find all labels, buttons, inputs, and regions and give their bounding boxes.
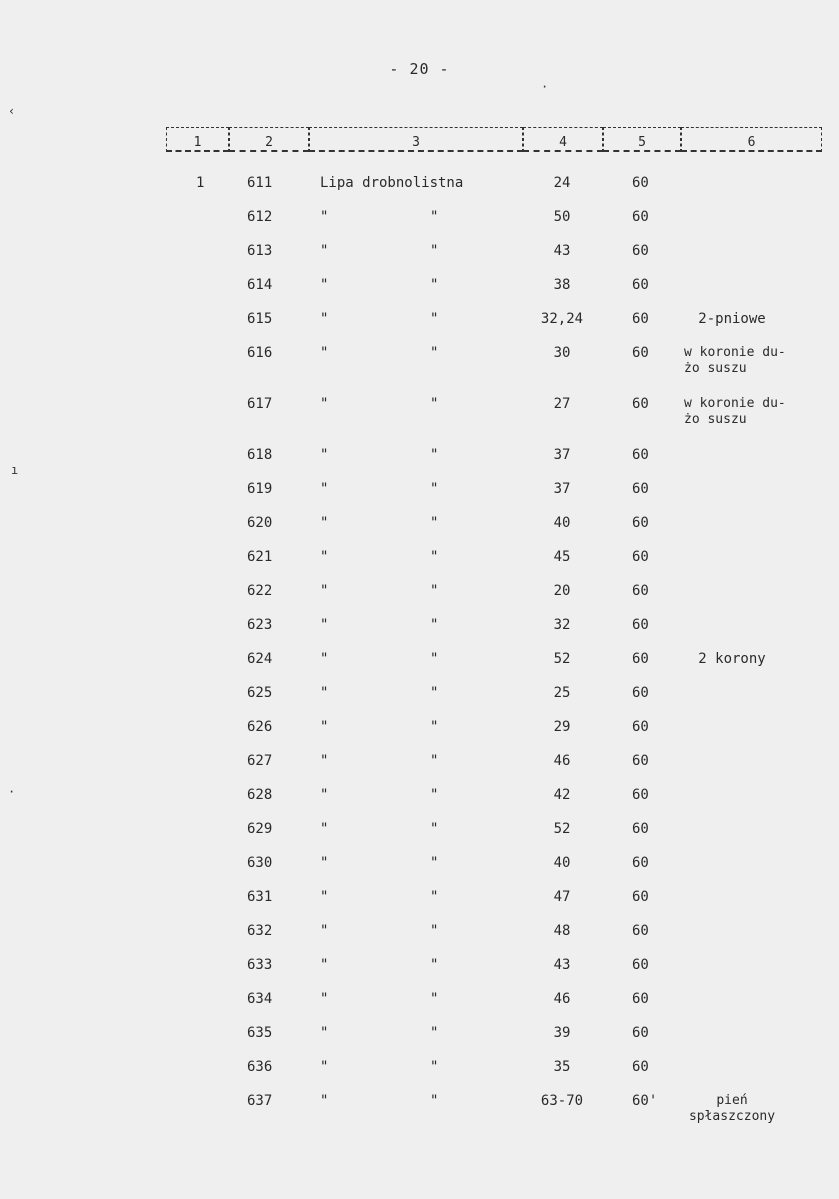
table-row [0, 345, 839, 375]
row-species-ditto: " [430, 617, 439, 633]
scan-mark: · [541, 80, 549, 94]
row-species: " [320, 243, 329, 259]
remark-line-1: pień [716, 1093, 748, 1108]
row-species-ditto: " [430, 277, 439, 293]
table-row [0, 991, 839, 1021]
row-species-ditto: " [430, 787, 439, 803]
header-col-3: 3 [309, 127, 523, 152]
row-species-ditto: " [430, 481, 439, 497]
header-col-6: 6 [681, 127, 822, 152]
table-row [0, 1025, 839, 1055]
remark-line-2: spłaszczony [688, 1109, 776, 1124]
row-species: " [320, 821, 329, 837]
row-species: " [320, 753, 329, 769]
row-col-5: 60 [632, 651, 649, 667]
row-circumference: 47 [553, 889, 571, 905]
row-species: " [320, 447, 329, 463]
row-species: " [320, 209, 329, 225]
table-row [0, 447, 839, 477]
table-row [0, 277, 839, 307]
row-species: " [320, 481, 329, 497]
row-tree-number: 628 [247, 787, 273, 803]
row-col-5: 60 [632, 787, 649, 803]
row-col-5: 60 [632, 447, 649, 463]
row-species: " [320, 1093, 329, 1109]
header-col-1: 1 [166, 127, 229, 152]
row-col-5: 60 [632, 1025, 649, 1041]
table-row [0, 1059, 839, 1089]
row-circumference: 20 [553, 583, 571, 599]
row-species: " [320, 617, 329, 633]
row-tree-number: 620 [247, 515, 273, 531]
row-species: " [320, 396, 329, 412]
row-col-5: 60' [632, 1093, 658, 1109]
row-tree-number: 617 [247, 396, 273, 412]
row-col-5: 60 [632, 685, 649, 701]
row-col-5: 60 [632, 753, 649, 769]
row-species-ditto: " [430, 1025, 439, 1041]
row-circumference: 40 [553, 855, 571, 871]
table-row [0, 889, 839, 919]
row-species-ditto: " [430, 1093, 439, 1109]
row-col-5: 60 [632, 515, 649, 531]
table-row [0, 685, 839, 715]
row-col-5: 60 [632, 889, 649, 905]
row-col-5: 60 [632, 209, 649, 225]
row-col-5: 60 [632, 311, 649, 327]
row-tree-number: 614 [247, 277, 273, 293]
row-species-ditto: " [430, 753, 439, 769]
row-tree-number: 631 [247, 889, 273, 905]
table-row [0, 583, 839, 613]
row-col-5: 60 [632, 175, 649, 191]
row-col-5: 60 [632, 991, 649, 1007]
row-tree-number: 612 [247, 209, 273, 225]
row-tree-number: 618 [247, 447, 273, 463]
row-circumference: 52 [553, 651, 571, 667]
table-row [0, 753, 839, 783]
row-species-ditto: " [430, 583, 439, 599]
row-species-ditto: " [430, 957, 439, 973]
row-species: " [320, 583, 329, 599]
row-species: " [320, 889, 329, 905]
row-tree-number: 629 [247, 821, 273, 837]
row-species: " [320, 719, 329, 735]
row-species: " [320, 923, 329, 939]
scan-mark: ı [11, 463, 19, 477]
table-row [0, 549, 839, 579]
row-col-5: 60 [632, 719, 649, 735]
table-header [166, 127, 822, 155]
row-tree-number: 616 [247, 345, 273, 361]
row-tree-number: 632 [247, 923, 273, 939]
row-species-ditto: " [430, 515, 439, 531]
row-circumference: 30 [553, 345, 571, 361]
row-circumference: 45 [553, 549, 571, 565]
row-species-ditto: " [430, 889, 439, 905]
row-col-5: 60 [632, 957, 649, 973]
row-remarks [684, 345, 786, 377]
table-row [0, 821, 839, 851]
table-row [0, 1093, 839, 1123]
header-col-4: 4 [523, 127, 603, 152]
table-row [0, 209, 839, 239]
row-tree-number: 624 [247, 651, 273, 667]
row-circumference: 24 [553, 175, 571, 191]
row-species: " [320, 991, 329, 1007]
row-tree-number: 611 [247, 175, 273, 191]
row-circumference: 37 [553, 481, 571, 497]
table-row [0, 957, 839, 987]
row-species: " [320, 685, 329, 701]
remark-line-1: w koronie du- [684, 345, 786, 360]
table-row [0, 311, 839, 341]
row-species: Lipa drobnolistna [320, 175, 464, 191]
remark-line-2: żo suszu [684, 412, 747, 427]
row-species-ditto: " [430, 549, 439, 565]
table-row [0, 855, 839, 885]
table-row [0, 396, 839, 426]
row-tree-number: 625 [247, 685, 273, 701]
row-col-5: 60 [632, 1059, 649, 1075]
row-circumference: 32,24 [540, 311, 584, 327]
row-tree-number: 626 [247, 719, 273, 735]
remark-line-1: 2-pniowe [698, 311, 766, 327]
table-row [0, 175, 839, 205]
row-circumference: 38 [553, 277, 571, 293]
row-col-5: 60 [632, 821, 649, 837]
row-species: " [320, 515, 329, 531]
row-species-ditto: " [430, 345, 439, 361]
row-species: " [320, 1059, 329, 1075]
table-row [0, 617, 839, 647]
row-species-ditto: " [430, 396, 439, 412]
row-circumference: 63-70 [540, 1093, 584, 1109]
row-circumference: 42 [553, 787, 571, 803]
row-col-1: 1 [196, 175, 205, 191]
row-species: " [320, 855, 329, 871]
row-species-ditto: " [430, 243, 439, 259]
row-tree-number: 635 [247, 1025, 273, 1041]
row-tree-number: 637 [247, 1093, 273, 1109]
row-species: " [320, 345, 329, 361]
row-species: " [320, 549, 329, 565]
header-col-5: 5 [603, 127, 681, 152]
row-species-ditto: " [430, 991, 439, 1007]
scan-mark: ‹ [8, 104, 16, 118]
row-col-5: 60 [632, 481, 649, 497]
row-species: " [320, 651, 329, 667]
page-number: - 20 - [389, 60, 450, 78]
row-species: " [320, 311, 329, 327]
row-col-5: 60 [632, 345, 649, 361]
row-tree-number: 630 [247, 855, 273, 871]
row-species-ditto: " [430, 923, 439, 939]
row-tree-number: 623 [247, 617, 273, 633]
row-circumference: 32 [553, 617, 571, 633]
row-remarks [672, 311, 792, 327]
table-row [0, 923, 839, 953]
table-row [0, 719, 839, 749]
row-tree-number: 615 [247, 311, 273, 327]
row-circumference: 43 [553, 243, 571, 259]
row-species-ditto: " [430, 719, 439, 735]
row-circumference: 39 [553, 1025, 571, 1041]
row-circumference: 35 [553, 1059, 571, 1075]
row-circumference: 25 [553, 685, 571, 701]
row-col-5: 60 [632, 549, 649, 565]
row-col-5: 60 [632, 617, 649, 633]
row-col-5: 60 [632, 583, 649, 599]
row-species-ditto: " [430, 685, 439, 701]
table-row [0, 515, 839, 545]
row-tree-number: 634 [247, 991, 273, 1007]
row-remarks [672, 651, 792, 667]
row-species: " [320, 957, 329, 973]
remark-line-2: żo suszu [684, 361, 747, 376]
table-row [0, 243, 839, 273]
row-species: " [320, 787, 329, 803]
table-row [0, 787, 839, 817]
row-circumference: 46 [553, 991, 571, 1007]
header-col-2: 2 [229, 127, 309, 152]
row-col-5: 60 [632, 923, 649, 939]
row-col-5: 60 [632, 855, 649, 871]
row-remarks [672, 1093, 792, 1125]
remark-line-1: w koronie du- [684, 396, 786, 411]
row-circumference: 43 [553, 957, 571, 973]
row-tree-number: 636 [247, 1059, 273, 1075]
row-tree-number: 633 [247, 957, 273, 973]
row-species-ditto: " [430, 311, 439, 327]
row-circumference: 40 [553, 515, 571, 531]
row-tree-number: 622 [247, 583, 273, 599]
row-species-ditto: " [430, 821, 439, 837]
row-species-ditto: " [430, 1059, 439, 1075]
table-row [0, 651, 839, 681]
table-row [0, 481, 839, 511]
row-species: " [320, 277, 329, 293]
row-species-ditto: " [430, 855, 439, 871]
row-circumference: 46 [553, 753, 571, 769]
row-circumference: 48 [553, 923, 571, 939]
row-tree-number: 627 [247, 753, 273, 769]
row-circumference: 27 [553, 396, 571, 412]
row-circumference: 52 [553, 821, 571, 837]
remark-line-1: 2 korony [698, 651, 766, 667]
row-col-5: 60 [632, 396, 649, 412]
row-species: " [320, 1025, 329, 1041]
row-col-5: 60 [632, 277, 649, 293]
row-circumference: 37 [553, 447, 571, 463]
row-tree-number: 621 [247, 549, 273, 565]
row-species-ditto: " [430, 651, 439, 667]
row-circumference: 50 [553, 209, 571, 225]
row-circumference: 29 [553, 719, 571, 735]
row-species-ditto: " [430, 447, 439, 463]
scan-mark: · [8, 785, 16, 799]
row-col-5: 60 [632, 243, 649, 259]
row-tree-number: 613 [247, 243, 273, 259]
row-remarks [684, 396, 786, 428]
row-tree-number: 619 [247, 481, 273, 497]
row-species-ditto: " [430, 209, 439, 225]
